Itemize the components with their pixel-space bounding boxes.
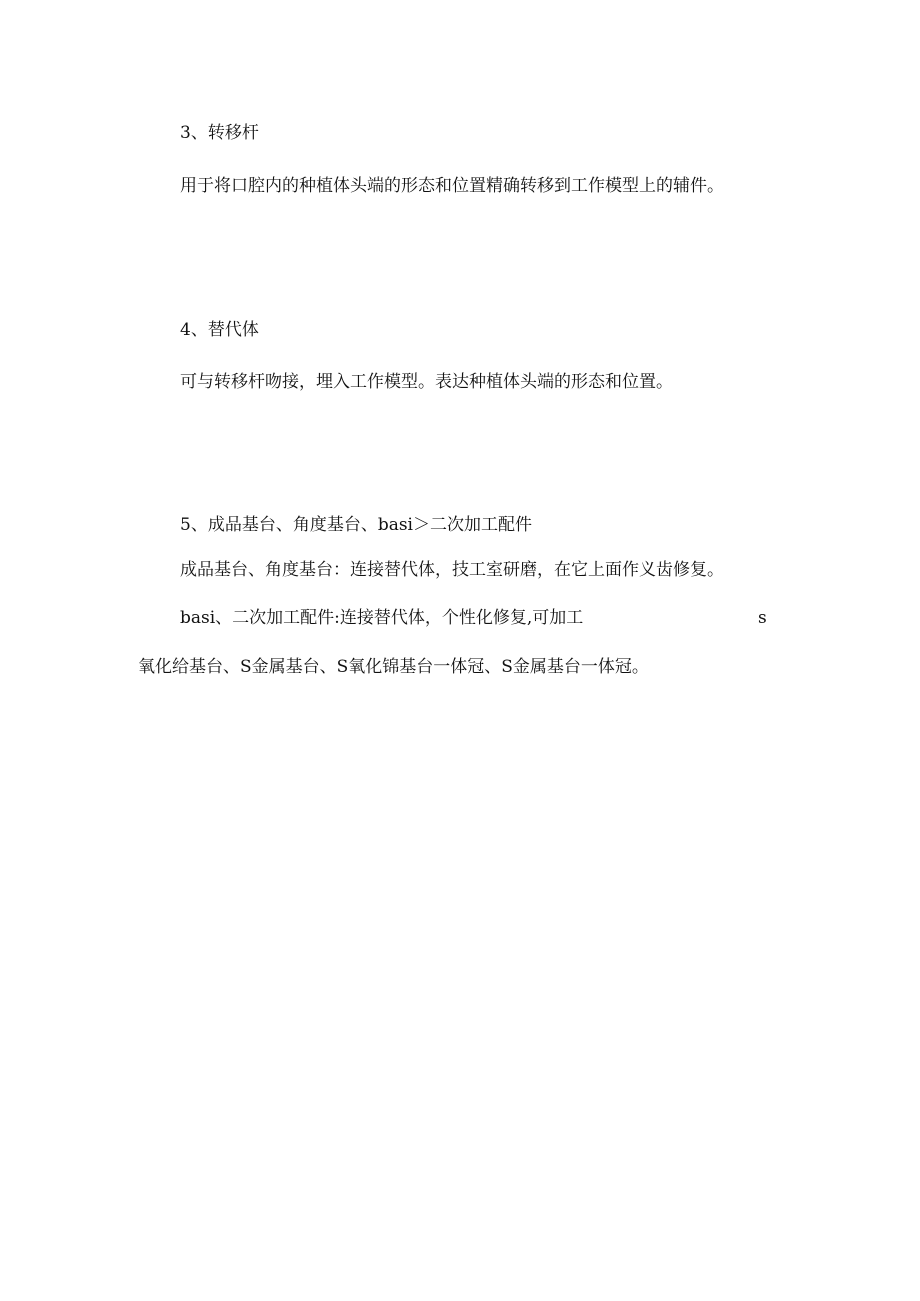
section-paragraph: 用于将口腔内的种植体头端的形态和位置精确转移到工作模型上的辅件。: [180, 176, 724, 196]
section-heading: 5、成品基台、角度基台、basi＞二次加工配件: [180, 515, 532, 535]
paragraph-trailing-text: s: [758, 608, 767, 628]
paragraph-continuation: 氧化给基台、S金属基台、S氧化锦基台一体冠、S金属基台一体冠。: [138, 657, 649, 677]
section-paragraph: 可与转移杆吻接，埋入工作模型。表达种植体头端的形态和位置。: [180, 372, 673, 392]
section-paragraph: basi、二次加工配件:连接替代体，个性化修复,可加工: [180, 608, 584, 628]
section-paragraph: 成品基台、角度基台：连接替代体，技工室研磨，在它上面作义齿修复。: [180, 560, 724, 580]
section-heading: 4、替代体: [180, 320, 259, 340]
section-heading: 3、转移杆: [180, 123, 259, 143]
